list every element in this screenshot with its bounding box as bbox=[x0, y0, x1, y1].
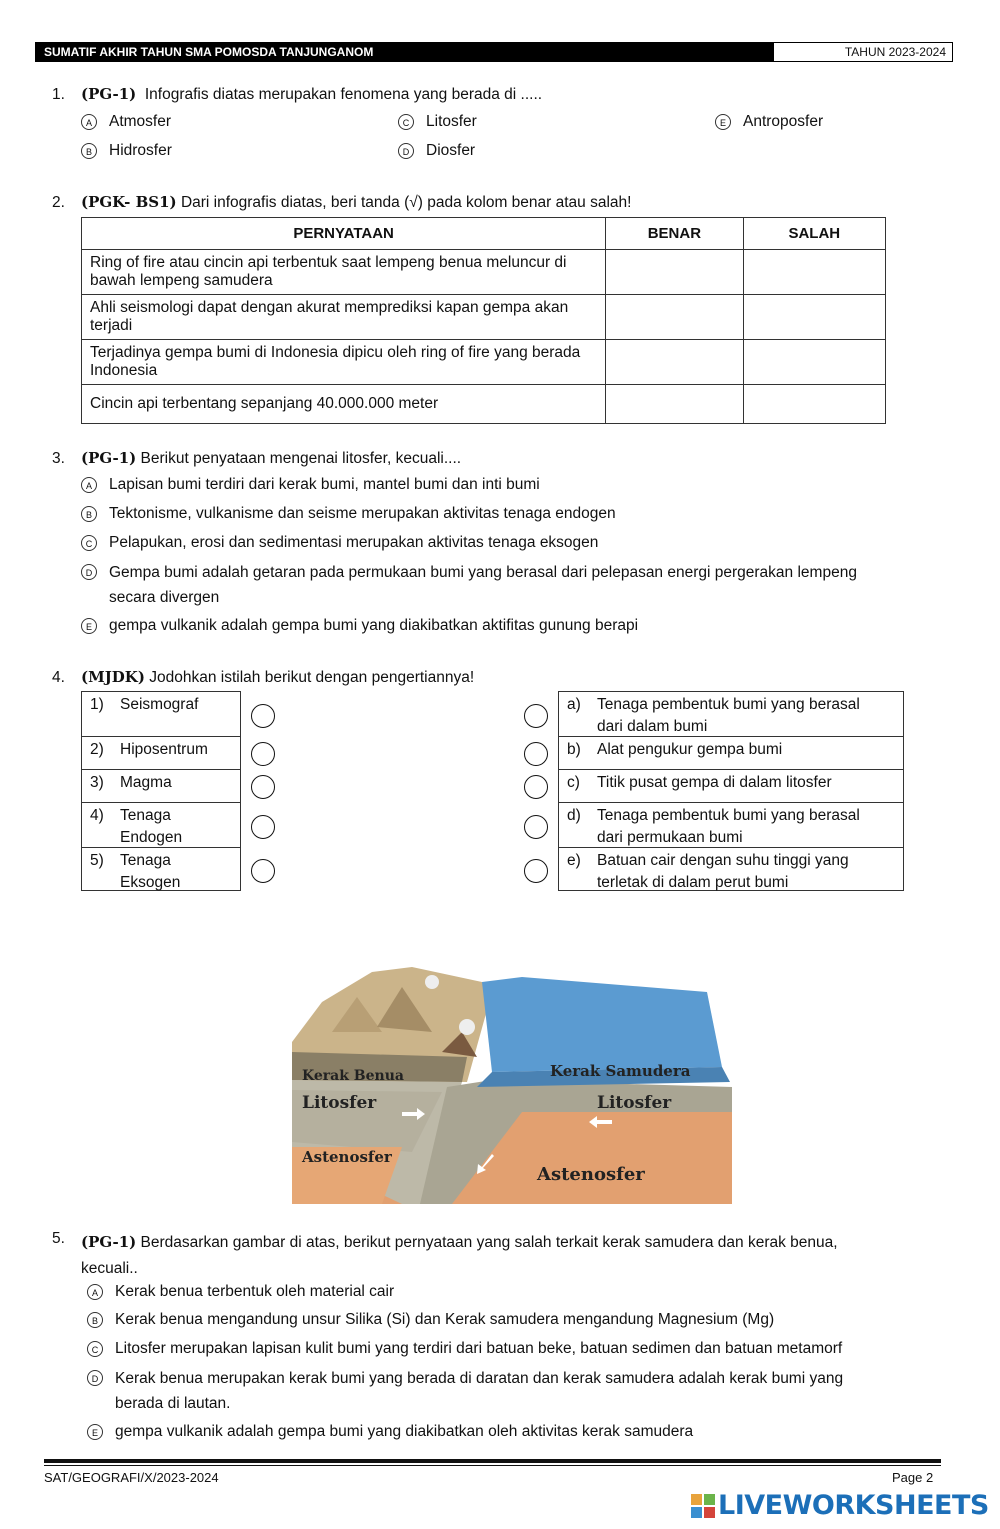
match-right-item-c bbox=[558, 769, 904, 803]
statement-cell: Cincin api terbentang sepanjang 40.000.000 meter bbox=[82, 385, 606, 424]
q5-option-a[interactable] bbox=[87, 1283, 394, 1301]
label-litosfer-left: Litosfer bbox=[302, 1093, 377, 1113]
option-bubble-icon[interactable]: E bbox=[87, 1424, 103, 1440]
match-left-item-4 bbox=[81, 802, 241, 848]
footer-divider-thin bbox=[44, 1465, 941, 1466]
q5-option-d[interactable] bbox=[87, 1369, 843, 1416]
q3-option-d[interactable] bbox=[81, 563, 857, 610]
benar-cell[interactable] bbox=[606, 295, 743, 340]
table-header-row bbox=[82, 218, 886, 250]
option-bubble-icon[interactable]: B bbox=[81, 506, 97, 522]
item-text: Tenaga pembentuk bumi yang berasal dari dalam bumi bbox=[597, 696, 860, 735]
option-bubble-icon[interactable]: C bbox=[398, 114, 414, 130]
smoke-puff bbox=[425, 975, 439, 989]
footer-divider bbox=[44, 1459, 941, 1463]
true-false-table bbox=[81, 217, 886, 424]
match-right-item-d bbox=[558, 802, 904, 848]
q3-option-e[interactable] bbox=[81, 617, 638, 635]
q3-text: Berikut penyataan mengenai litosfer, kecuali.... bbox=[140, 450, 462, 467]
match-right-dot-e[interactable] bbox=[524, 859, 548, 883]
option-bubble-icon[interactable]: D bbox=[398, 143, 414, 159]
q5-option-b[interactable] bbox=[87, 1311, 774, 1329]
item-number: 1) bbox=[90, 696, 104, 713]
q5-text-continued: kecuali.. bbox=[81, 1260, 138, 1277]
q1-option-d[interactable] bbox=[398, 142, 475, 160]
match-right-dot-d[interactable] bbox=[524, 815, 548, 839]
q2-question bbox=[81, 193, 631, 212]
match-right-dot-a[interactable] bbox=[524, 704, 548, 728]
benar-cell[interactable] bbox=[606, 340, 743, 385]
column-header: SALAH bbox=[743, 218, 885, 250]
option-text: Lapisan bumi terdiri dari kerak bumi, mantel bumi dan inti bumi bbox=[109, 476, 540, 493]
q1-option-a[interactable] bbox=[81, 113, 171, 131]
statement-cell: Terjadinya gempa bumi di Indonesia dipicu oleh ring of fire yang berada Indonesia bbox=[82, 340, 606, 385]
option-text: Kerak benua merupakan kerak bumi yang berada di daratan dan kerak samudera adalah kerak bumi yang bbox=[115, 1370, 844, 1387]
option-bubble-icon[interactable]: D bbox=[81, 564, 97, 580]
liveworksheets-logo bbox=[690, 1490, 989, 1521]
table-row bbox=[82, 340, 886, 385]
q1-tag: (PG-1) bbox=[81, 85, 137, 103]
table-row bbox=[82, 295, 886, 340]
match-left-dot-1[interactable] bbox=[251, 704, 275, 728]
option-bubble-icon[interactable]: A bbox=[81, 114, 97, 130]
footer-code: SAT/GEOGRAFI/X/2023-2024 bbox=[44, 1470, 219, 1485]
benar-cell[interactable] bbox=[606, 385, 743, 424]
item-letter: a) bbox=[567, 696, 581, 713]
q4-question bbox=[81, 668, 474, 687]
option-bubble-icon[interactable]: C bbox=[81, 535, 97, 551]
match-right-item-b bbox=[558, 736, 904, 770]
option-bubble-icon[interactable]: B bbox=[87, 1312, 103, 1328]
option-text: Hidrosfer bbox=[109, 142, 172, 159]
liveworksheets-logo-icon bbox=[690, 1493, 716, 1519]
option-text: gempa vulkanik adalah gempa bumi yang diakibatkan aktifitas gunung berapi bbox=[109, 617, 639, 634]
option-text: Kerak benua terbentuk oleh material cair bbox=[115, 1283, 395, 1300]
option-bubble-icon[interactable]: B bbox=[81, 143, 97, 159]
item-text: Batuan cair dengan suhu tinggi yang terletak di dalam perut bumi bbox=[597, 852, 849, 891]
option-bubble-icon[interactable]: E bbox=[715, 114, 731, 130]
option-text: Atmosfer bbox=[109, 113, 172, 130]
q5-option-c[interactable] bbox=[87, 1340, 842, 1358]
match-left-dot-4[interactable] bbox=[251, 815, 275, 839]
q1-number: 1. bbox=[52, 86, 65, 103]
page-number: Page 2 bbox=[892, 1470, 934, 1485]
q3-option-a[interactable] bbox=[81, 476, 540, 494]
label-litosfer-right: Litosfer bbox=[597, 1093, 672, 1113]
item-number: 5) bbox=[90, 852, 104, 869]
option-bubble-icon[interactable]: E bbox=[81, 618, 97, 634]
item-text: Seismograf bbox=[120, 696, 199, 713]
q3-number: 3. bbox=[52, 450, 65, 467]
item-text: Alat pengukur gempa bumi bbox=[597, 741, 783, 758]
q1-question bbox=[81, 85, 542, 104]
item-number: 4) bbox=[90, 807, 104, 824]
option-text-wrap bbox=[115, 1366, 843, 1416]
option-text: Antroposfer bbox=[743, 113, 824, 130]
q4-text: Jodohkan istilah berikut dengan pengertiannya! bbox=[149, 669, 475, 686]
item-letter: b) bbox=[567, 741, 581, 758]
match-left-dot-2[interactable] bbox=[251, 742, 275, 766]
salah-cell[interactable] bbox=[743, 385, 885, 424]
option-bubble-icon[interactable]: A bbox=[87, 1284, 103, 1300]
q1-text: Infografis diatas merupakan fenomena yang berada di ..... bbox=[144, 86, 543, 103]
q5-tag: (PG-1) bbox=[81, 1233, 137, 1251]
item-text: Titik pusat gempa di dalam litosfer bbox=[597, 774, 832, 791]
label-astenosfer-right: Astenosfer bbox=[537, 1164, 645, 1185]
q1-option-b[interactable] bbox=[81, 142, 172, 160]
header-title: SUMATIF AKHIR TAHUN SMA POMOSDA TANJUNGANOM bbox=[36, 43, 774, 61]
q5-option-e[interactable] bbox=[87, 1423, 693, 1441]
q1-option-e[interactable] bbox=[715, 113, 823, 131]
item-number: 3) bbox=[90, 774, 104, 791]
item-letter: d) bbox=[567, 807, 581, 824]
label-kerak-samudera: Kerak Samudera bbox=[550, 1062, 691, 1080]
option-text: Tektonisme, vulkanisme dan seisme merupakan aktivitas tenaga endogen bbox=[109, 505, 616, 522]
match-left-item-3 bbox=[81, 769, 241, 803]
item-text: Tenaga Eksogen bbox=[120, 852, 181, 891]
option-text: Pelapukan, erosi dan sedimentasi merupakan aktivitas tenaga eksogen bbox=[109, 534, 599, 551]
match-right-item-e bbox=[558, 847, 904, 891]
match-left-dot-5[interactable] bbox=[251, 859, 275, 883]
match-left-dot-3[interactable] bbox=[251, 775, 275, 799]
q4-number: 4. bbox=[52, 669, 65, 686]
statement-cell: Ahli seismologi dapat dengan akurat memprediksi kapan gempa akan terjadi bbox=[82, 295, 606, 340]
item-letter: c) bbox=[567, 774, 580, 791]
option-bubble-icon[interactable]: C bbox=[87, 1341, 103, 1357]
header-year: TAHUN 2023-2024 bbox=[844, 45, 946, 59]
label-astenosfer-left: Astenosfer bbox=[302, 1148, 392, 1166]
q1-option-c[interactable] bbox=[398, 113, 477, 131]
option-text: Litosfer bbox=[426, 113, 477, 130]
match-right-dot-c[interactable] bbox=[524, 775, 548, 799]
table-row bbox=[82, 250, 886, 295]
option-text: Gempa bumi adalah getaran pada permukaan bumi yang berasal dari pelepasan energi pergerakan lempeng bbox=[109, 564, 857, 581]
item-text: Hiposentrum bbox=[120, 741, 208, 758]
q2-text: Dari infografis diatas, beri tanda (√) pada kolom benar atau salah! bbox=[180, 194, 632, 211]
q5-question bbox=[81, 1229, 901, 1282]
match-right-dot-b[interactable] bbox=[524, 742, 548, 766]
salah-cell[interactable] bbox=[743, 295, 885, 340]
option-text: Kerak benua mengandung unsur Silika (Si) dan Kerak samudera mengandung Magnesium (Mg) bbox=[115, 1311, 775, 1328]
match-left-item-2 bbox=[81, 736, 241, 770]
statement-cell: Ring of fire atau cincin api terbentuk saat lempeng benua meluncur di bawah lempeng samudera bbox=[82, 250, 606, 295]
q5-number: 5. bbox=[52, 1230, 65, 1247]
q3-question bbox=[81, 449, 461, 468]
subduction-diagram bbox=[292, 962, 732, 1204]
q4-tag: (MJDK) bbox=[81, 668, 145, 686]
q2-tag: (PGK- BS1) bbox=[81, 193, 177, 211]
item-letter: e) bbox=[567, 852, 581, 869]
salah-cell[interactable] bbox=[743, 340, 885, 385]
page-header bbox=[35, 42, 953, 62]
option-text: Diosfer bbox=[426, 142, 476, 159]
option-text-continued: secara divergen bbox=[109, 589, 220, 606]
item-text: Tenaga Endogen bbox=[120, 807, 183, 846]
ocean-water bbox=[482, 977, 722, 1072]
option-text-wrap bbox=[109, 560, 857, 610]
match-left-item-1 bbox=[81, 691, 241, 737]
item-text: Tenaga pembentuk bumi yang berasal dari permukaan bumi bbox=[597, 807, 860, 846]
salah-cell[interactable] bbox=[743, 250, 885, 295]
q5-text: Berdasarkan gambar di atas, berikut pernyataan yang salah terkait kerak samudera dan kerak benua, bbox=[140, 1234, 838, 1251]
match-right-item-a bbox=[558, 691, 904, 737]
option-text: Litosfer merupakan lapisan kulit bumi yang terdiri dari batuan beke, batuan sedimen dan batuan metamorf bbox=[115, 1340, 843, 1357]
option-text-continued: berada di lautan. bbox=[115, 1395, 231, 1412]
benar-cell[interactable] bbox=[606, 250, 743, 295]
column-header: BENAR bbox=[606, 218, 743, 250]
q3-option-b[interactable] bbox=[81, 505, 616, 523]
option-text: gempa vulkanik adalah gempa bumi yang diakibatkan oleh aktivitas kerak samudera bbox=[115, 1423, 694, 1440]
brand-text: LIVEWORKSHEETS bbox=[718, 1490, 989, 1521]
label-kerak-benua: Kerak Benua bbox=[302, 1068, 404, 1084]
option-bubble-icon[interactable]: D bbox=[87, 1370, 103, 1386]
q3-tag: (PG-1) bbox=[81, 449, 137, 467]
match-left-item-5 bbox=[81, 847, 241, 891]
item-number: 2) bbox=[90, 741, 104, 758]
smoke-puff bbox=[459, 1019, 475, 1035]
q3-option-c[interactable] bbox=[81, 534, 598, 552]
column-header: PERNYATAAN bbox=[82, 218, 606, 250]
item-text: Magma bbox=[120, 774, 172, 791]
table-row bbox=[82, 385, 886, 424]
q2-number: 2. bbox=[52, 194, 65, 211]
option-bubble-icon[interactable]: A bbox=[81, 477, 97, 493]
